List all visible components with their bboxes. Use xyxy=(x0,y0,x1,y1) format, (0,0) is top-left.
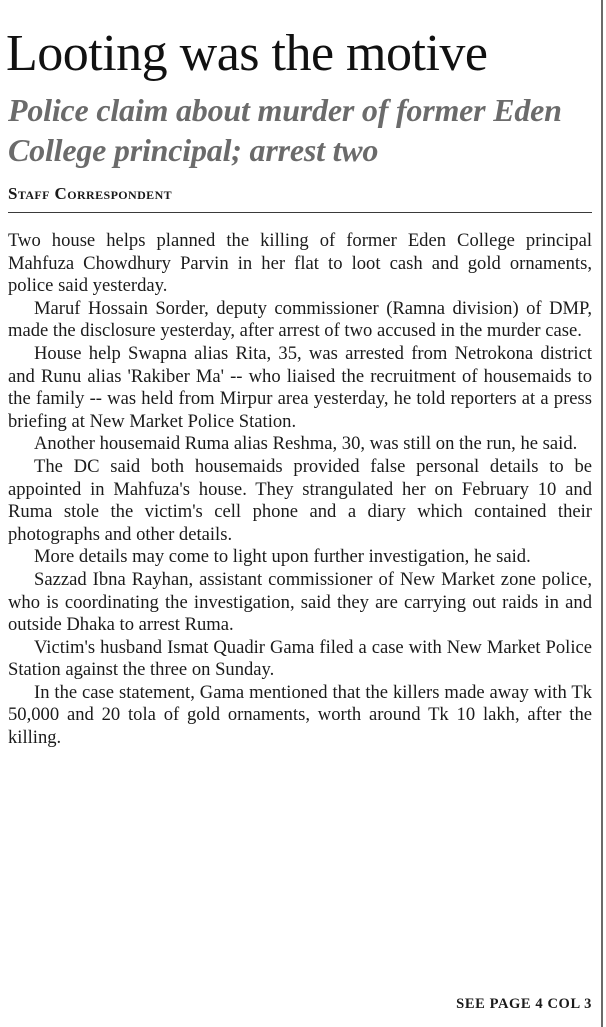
byline-divider xyxy=(8,212,592,213)
article-body xyxy=(6,230,592,750)
article-paragraph: The DC said both housemaids provided false personal details to be appointed in Mahfuza's house. They strangulated her on February 10 and Ruma stole the victim's cell phone and a diary which contained their photographs and other details. xyxy=(8,455,592,545)
article-paragraph: Sazzad Ibna Rayhan, assistant commissioner of New Market zone police, who is coordinating the investigation, said they are carrying out raids in and outside Dhaka to arrest Ruma. xyxy=(8,568,592,636)
column-rule xyxy=(601,0,603,1027)
headline: Looting was the motive xyxy=(6,25,488,82)
article-paragraph: House help Swapna alias Rita, 35, was arrested from Netrokona district and Runu alias 'Rakiber Ma' -- who liaised the recruitment of housemaids to the family -- was held from Mirpur area yesterday, he told reporters at a press briefing at New Market Police Station. xyxy=(8,342,592,432)
byline: Staff Correspondent xyxy=(8,184,173,203)
article-paragraph: Another housemaid Ruma alias Reshma, 30, was still on the run, he said. xyxy=(34,433,578,455)
article-paragraph: More details may come to light upon further investigation, he said. xyxy=(34,546,531,568)
article-paragraph: Victim's husband Ismat Quadir Gama filed a case with New Market Police Station against the three on Sunday. xyxy=(8,636,592,681)
article-paragraph: Two house helps planned the killing of former Eden College principal Mahfuza Chowdhury Parvin in her flat to loot cash and gold ornaments, police said yesterday. xyxy=(8,230,592,297)
article-paragraph: In the case statement, Gama mentioned that the killers made away with Tk 50,000 and 20 tola of gold ornaments, worth around Tk 10 lakh, after the killing. xyxy=(8,681,592,749)
continuation-jump-line: SEE PAGE 4 COL 3 xyxy=(456,996,592,1012)
subheadline: Police claim about murder of former Eden College principal; arrest two xyxy=(8,92,562,168)
article-paragraph: Maruf Hossain Sorder, deputy commissioner (Ramna division) of DMP, made the disclosure yesterday, after arrest of two accused in the murder case. xyxy=(8,297,592,342)
